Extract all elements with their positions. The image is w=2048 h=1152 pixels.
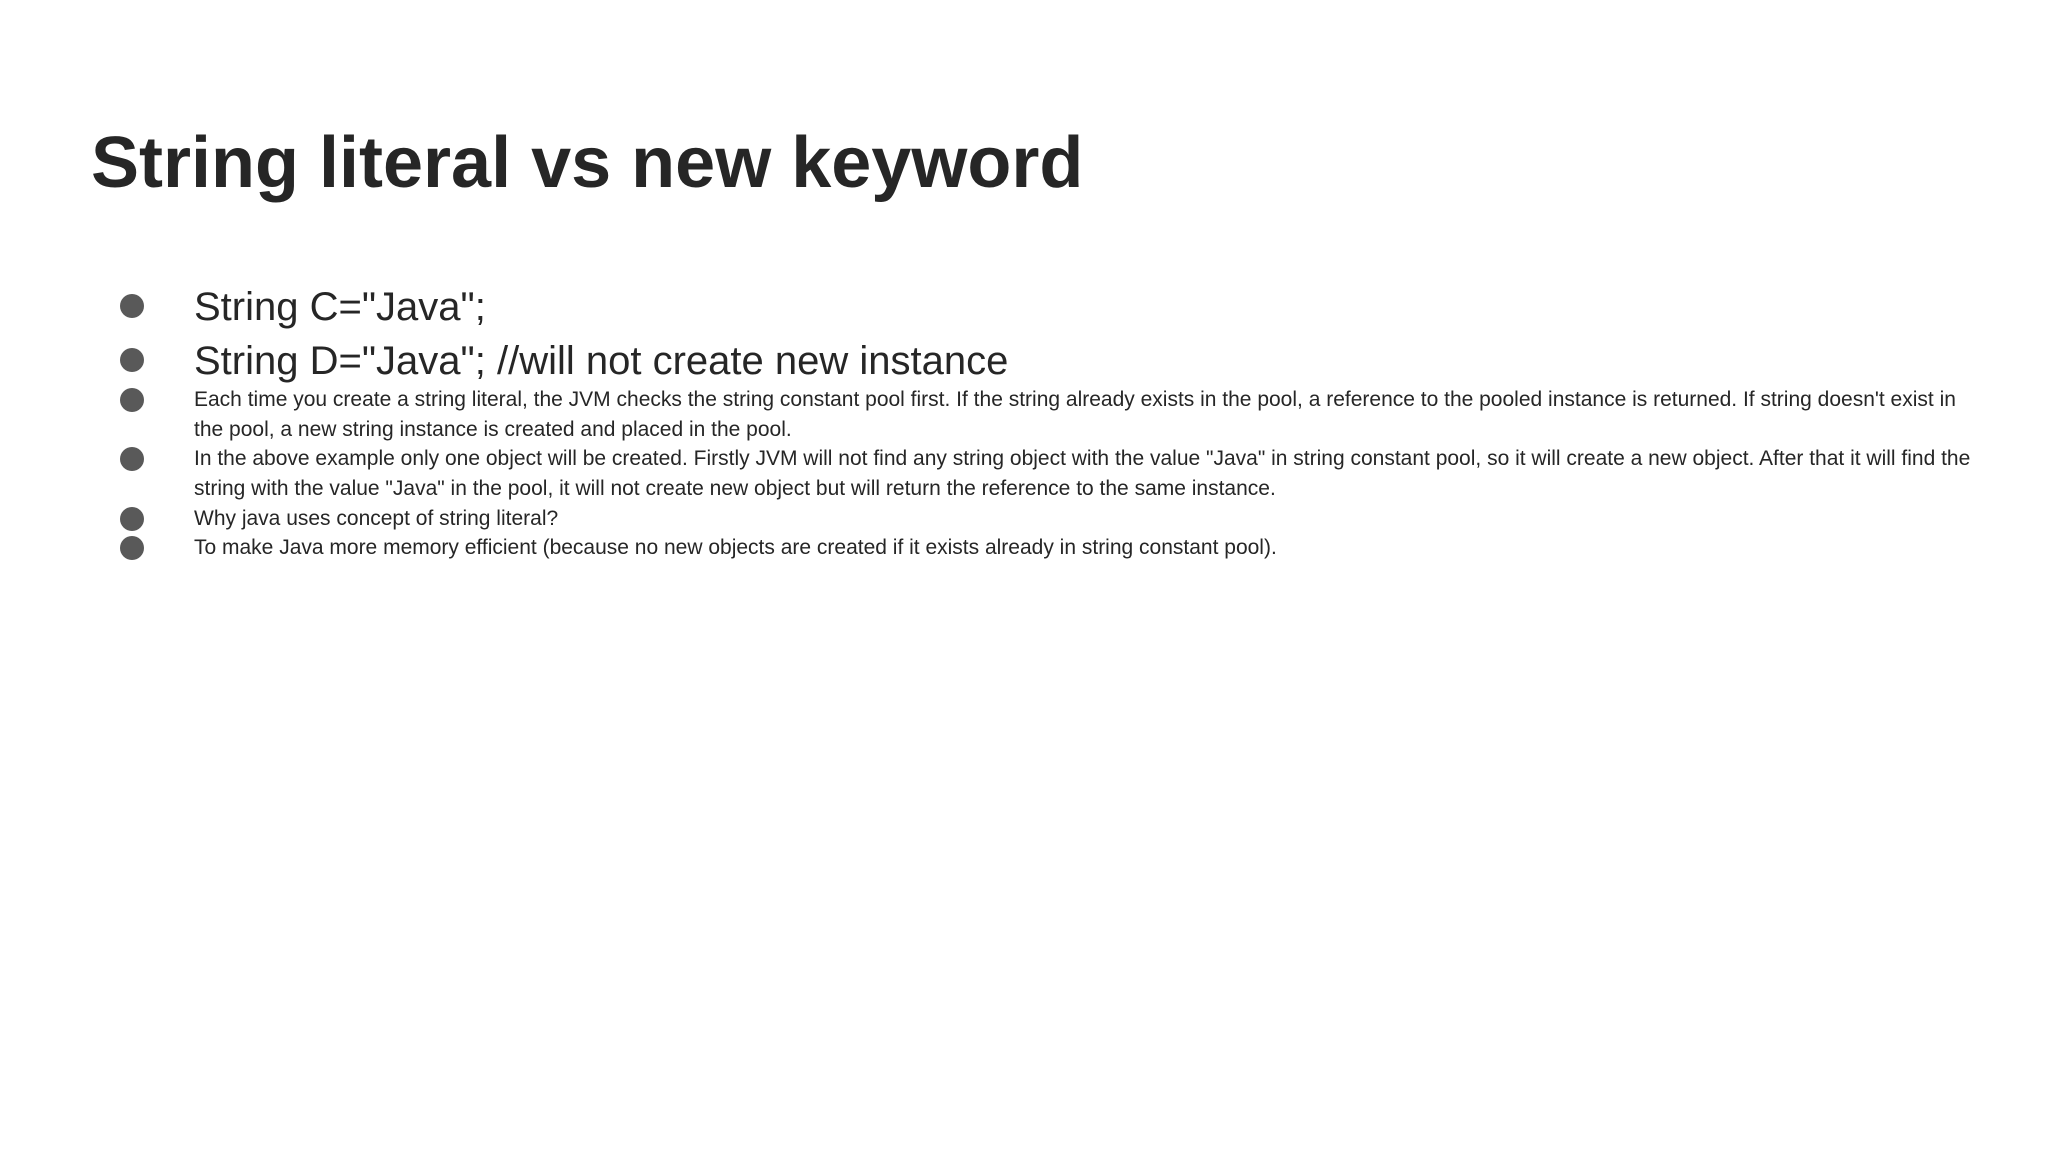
bullet-text: In the above example only one object will be created. Firstly JVM will not find any string object with the value "Java" in string constant pool, so it will create a new object. After that it will find the string with the value "Java" in the pool, it will not create new object but will return the reference to the same instance. — [194, 447, 1971, 500]
bullet-text: Why java uses concept of string literal? — [194, 507, 559, 530]
bullet-dot-icon — [120, 507, 144, 531]
bullet-dot-icon — [120, 388, 144, 412]
bullet-dot-icon — [120, 294, 144, 318]
bullet-dot-icon — [120, 348, 144, 372]
bullet-dot-icon — [120, 447, 144, 471]
bullet-text: Each time you create a string literal, the JVM checks the string constant pool first. If the string already exists in the pool, a reference to the pooled instance is returned. If string doesn't exist in the pool, a new string instance is created and placed in the pool. — [194, 388, 1956, 441]
bullet-text: String D="Java"; //will not create new instance — [194, 339, 1009, 383]
slide-title: String literal vs new keyword — [91, 123, 1084, 203]
bullet-text: String C="Java"; — [194, 285, 486, 329]
bullet-dot-icon — [120, 536, 144, 560]
bullet-text: To make Java more memory efficient (because no new objects are created if it exists already in string constant pool). — [194, 536, 1277, 559]
